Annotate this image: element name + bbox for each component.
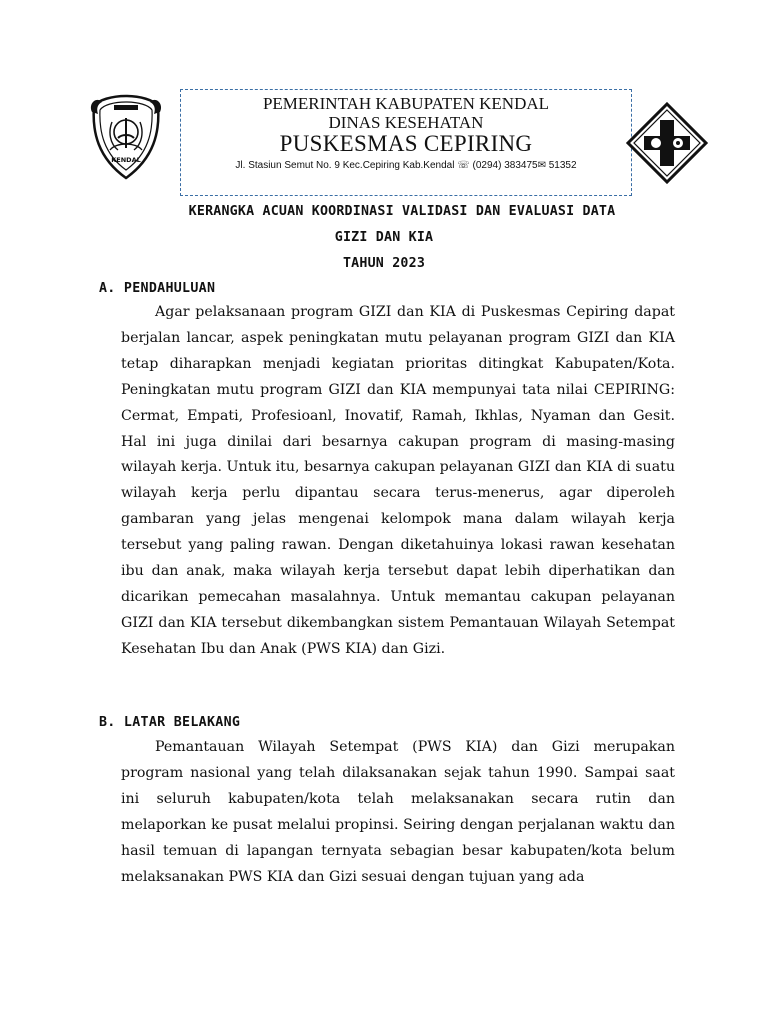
contact-line [181, 160, 631, 171]
mail-icon: ✉ [537, 160, 546, 171]
section-body-latar-belakang: Pemantauan Wilayah Setempat (PWS KIA) dan Gizi merupakan program nasional yang telah dilaksanakan sejak tahun 1990. Sampai saat ini seluruh kabupaten/kota telah melaksanakan secara rutin dan melaporkan ke pusat melalui propinsi. Seiring dengan perjalanan waktu dan hasil temuan di lapangan ternyata sebagian besar kabupaten/kota belum melaksanakan PWS KIA dan Gizi sesuai dengan tujuan yang ada [121, 739, 675, 885]
government-name: PEMERINTAH KABUPATEN KENDAL [262, 94, 550, 113]
section-heading-pendahuluan: A. PENDAHULUAN [99, 281, 216, 296]
puskesmas-logo-icon [626, 102, 708, 184]
document-title: KERANGKA ACUAN KOORDINASI VALIDASI DAN EVALUASI DATA [188, 204, 616, 219]
address-text: Jl. Stasiun Semut No. 9 Kec.Cepiring Kab.Kendal [235, 160, 455, 171]
document-subtitle: GIZI DAN KIA [334, 230, 434, 245]
postal-text: 51352 [548, 160, 577, 171]
document-year: TAHUN 2023 [342, 256, 426, 271]
kendal-emblem-icon [88, 92, 164, 182]
phone-text: (0294) 383475 [472, 160, 538, 171]
phone-icon: ☏ [457, 160, 470, 171]
section-body-pendahuluan: Agar pelaksanaan program GIZI dan KIA di Puskesmas Cepiring dapat berjalan lancar, aspek peningkatan mutu pelayanan program GIZI dan KIA tetap diharapkan menjadi kegiatan prioritas ditingkat Kabupaten/Kota. Peningkatan mutu program GIZI dan KIA mempunyai tata nilai CEPIRING: Cermat, Empati, Profesioanl, Inovatif, Ramah, Ikhlas, Nyaman dan Gesit. Hal ini juga dinilai dari besarnya cakupan program di masing-masing wilayah kerja. Untuk itu, besarnya cakupan pelayanan GIZI dan KIA di suatu wilayah kerja perlu dipantau secara terus-menerus, agar diperoleh gambaran yang jelas mengenai kelompok mana dalam wilayah kerja tersebut yang paling rawan. Dengan diketahuinya lokasi rawan kesehatan ibu dan anak, maka wilayah kerja tersebut dapat lebih diperhatikan dan dicarikan pemecahan masalahnya. Untuk memantau cakupan pelayanan GIZI dan KIA tersebut dikembangkan sistem Pemantauan Wilayah Setempat Kesehatan Ibu dan Anak (PWS KIA) dan Gizi. [121, 304, 675, 657]
section-heading-latar-belakang: B. LATAR BELAKANG [99, 715, 241, 730]
department-name: DINAS KESEHATAN [328, 113, 484, 132]
emblem-label: KENDAL [111, 156, 141, 164]
institution-name: PUSKESMAS CEPIRING [279, 131, 533, 156]
letterhead-box [180, 89, 632, 196]
